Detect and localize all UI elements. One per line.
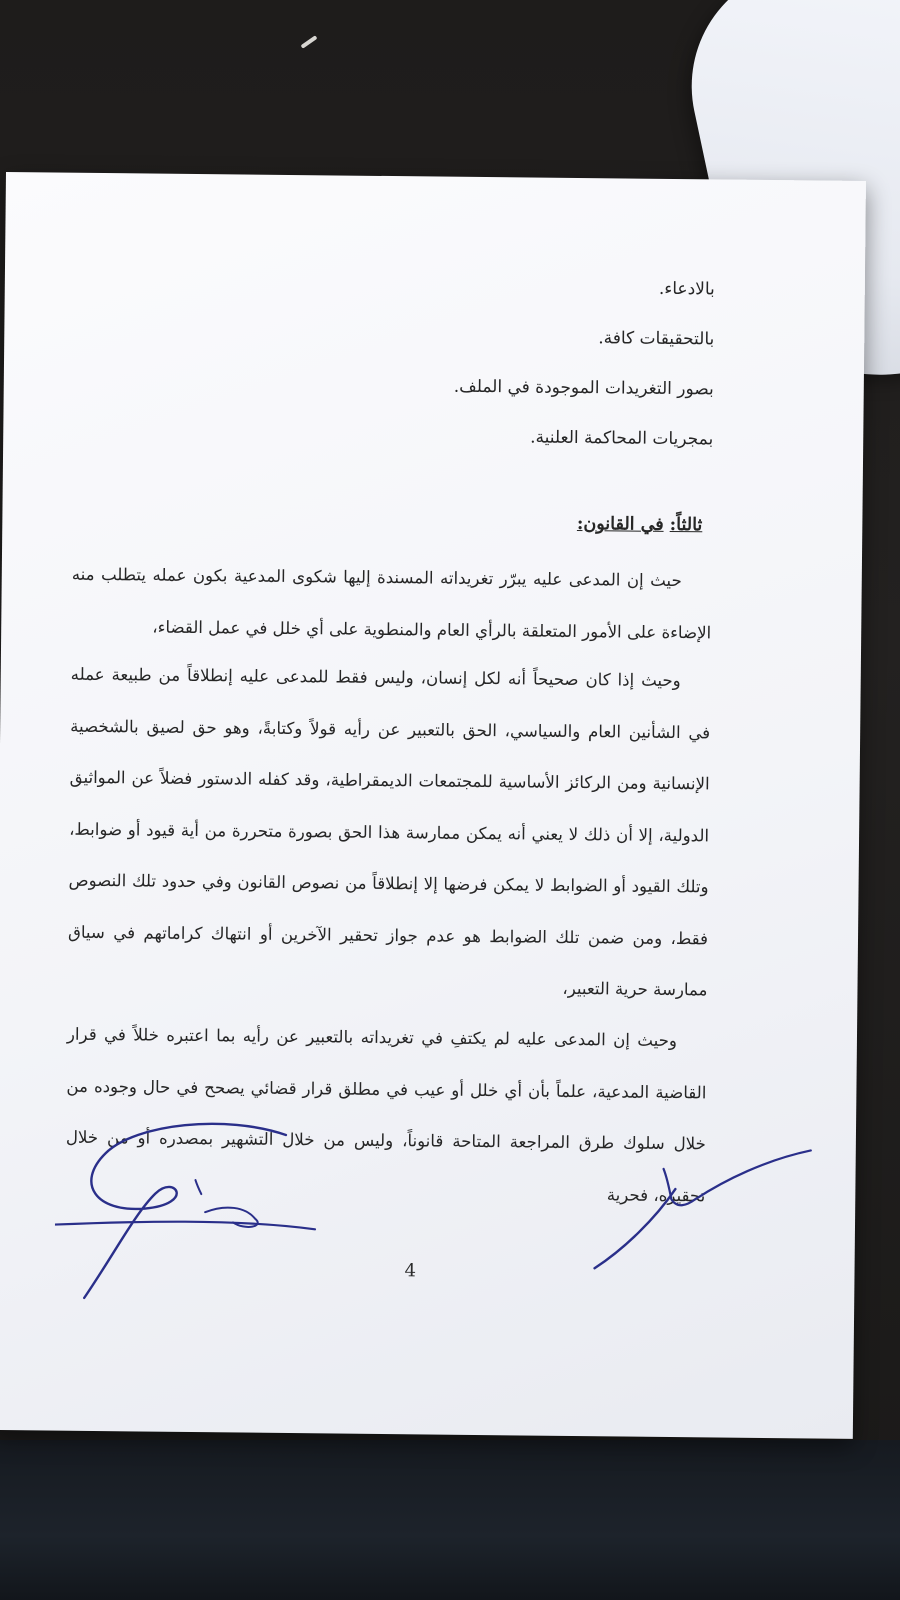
signature-left (54, 1113, 336, 1316)
page-content (0, 172, 866, 1439)
list-line-4: بمجريات المحاكمة العلنية. (530, 427, 714, 450)
list-line-2: بالتحقيقات كافة. (598, 328, 715, 350)
section-heading-prefix: ثالثاً: (669, 514, 703, 536)
document-page (0, 172, 866, 1439)
paragraph-3: وحيث إن المدعى عليه لم يكتفِ في تغريداته بالتعبير عن رأيه بما اعتبره خللاً في قرار القاضية المدعية، علماً بأن أي خلل أو عيب في مطلق قرار قضائي يصحح في حال وجوده من خلال سلوك طرق المراجعة المتاحة قانوناً، وليس من خلال التشهير بمصدره أو من خلال تحقيره، فحرية (65, 1024, 707, 1205)
paragraph-1: حيث إن المدعى عليه يبرّر تغريداته المسندة إليها شكوى المدعية بكون عمله يتطلب منه الإضاءة على الأمور المتعلقة بالرأي العام والمنطوية على أي خلل في عمل القضاء، (71, 564, 712, 642)
list-line-3: بصور التغريدات الموجودة في الملف. (453, 376, 714, 400)
desk-fleck (300, 35, 317, 49)
section-heading-title: في القانون: (576, 513, 664, 535)
desk-surface (0, 1440, 900, 1600)
section-heading (577, 514, 703, 535)
page-number: 4 (404, 1260, 417, 1282)
paragraph-2: وحيث إذا كان صحيحاً أنه لكل إنسان، وليس فقط للمدعى عليه إنطلاقاً من طبيعة عمله في الشأنين العام والسياسي، الحق بالتعبير عن رأيه قولاً وكتابةً، وهو حق لصيق بالشخصية الإنسانية ومن الركائز الأساسية للمجتمعات الديمقراطية، وقد كفله الدستور فضلاً عن المواثيق الدولية، إلا أن ذلك لا يعني أنه يمكن ممارسة هذا الحق بصورة متحررة من أية قيود أو ضوابط، وتلك القيود أو الضوابط لا يمكن فرضها إلا إنطلاقاً من نصوص القانون وفي حدود تلك النصوص فقط، ومن ضمن تلك الضوابط هو عدم جواز تحقير الآخرين أو انتهاك كراماتهم في سياق ممارسة حرية التعبير، (67, 664, 711, 1000)
signature-right (584, 1128, 816, 1280)
list-line-1: بالادعاء. (658, 278, 715, 300)
